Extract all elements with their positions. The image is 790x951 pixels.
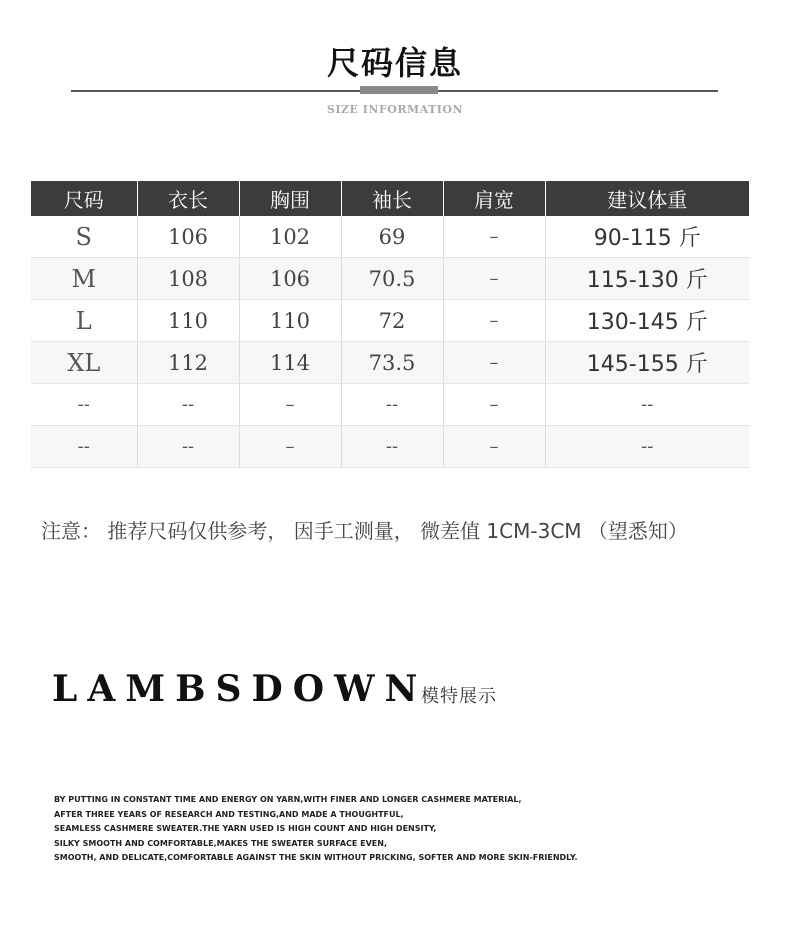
sleeve-cell: 73.5 bbox=[341, 342, 443, 384]
column-header-weight: 建议体重 bbox=[545, 181, 749, 216]
table-row bbox=[31, 216, 749, 258]
sleeve-cell: -- bbox=[341, 426, 443, 468]
size-cell: -- bbox=[31, 384, 137, 426]
length-cell: -- bbox=[137, 426, 239, 468]
size-cell: M bbox=[31, 258, 137, 300]
column-header-sleeve: 袖长 bbox=[341, 181, 443, 216]
length-cell: -- bbox=[137, 384, 239, 426]
length-cell: 106 bbox=[137, 216, 239, 258]
table-row bbox=[31, 342, 749, 384]
brand-section-label: 模特展示 bbox=[421, 686, 497, 707]
column-header-shoulder: 肩宽 bbox=[443, 181, 545, 216]
description-line: AFTER THREE YEARS OF RESEARCH AND TESTING,AND MADE A THOUGHTFUL, bbox=[54, 809, 404, 819]
weight-cell: 145-155 斤 bbox=[545, 342, 749, 384]
sleeve-cell: 72 bbox=[341, 300, 443, 342]
size-cell: XL bbox=[31, 342, 137, 384]
weight-cell: -- bbox=[545, 384, 749, 426]
description-line: SEAMLESS CASHMERE SWEATER.THE YARN USED IS HIGH COUNT AND HIGH DENSITY, bbox=[54, 824, 437, 833]
shoulder-cell: – bbox=[443, 216, 545, 258]
chest-cell: 110 bbox=[239, 300, 341, 342]
description-line: SILKY SMOOTH AND COMFORTABLE,MAKES THE SWEATER SURFACE EVEN, bbox=[54, 838, 387, 848]
sleeve-cell: -- bbox=[341, 384, 443, 426]
size-cell: L bbox=[31, 300, 137, 342]
weight-cell: 115-130 斤 bbox=[545, 258, 749, 300]
table-row bbox=[31, 426, 749, 468]
size-cell: S bbox=[31, 216, 137, 258]
description-line: SMOOTH, AND DELICATE,COMFORTABLE AGAINST THE SKIN WITHOUT PRICKING, SOFTER AND MORE SKIN-FRIENDLY. bbox=[54, 853, 578, 862]
title-accent-bar bbox=[360, 86, 438, 94]
length-cell: 110 bbox=[137, 300, 239, 342]
weight-cell: 90-115 斤 bbox=[545, 216, 749, 258]
sleeve-cell: 70.5 bbox=[341, 258, 443, 300]
column-header-size: 尺码 bbox=[31, 181, 137, 216]
column-header-length: 衣长 bbox=[137, 181, 239, 216]
shoulder-cell: – bbox=[443, 342, 545, 384]
sleeve-cell: 69 bbox=[341, 216, 443, 258]
table-row bbox=[31, 384, 749, 426]
page-title: 尺码信息 bbox=[326, 44, 463, 82]
page-subtitle: SIZE INFORMATION bbox=[326, 103, 464, 116]
chest-cell: 106 bbox=[239, 258, 341, 300]
table-row bbox=[31, 300, 749, 342]
brand-description bbox=[54, 793, 754, 866]
weight-cell: -- bbox=[545, 426, 749, 468]
length-cell: 112 bbox=[137, 342, 239, 384]
column-header-chest: 胸围 bbox=[239, 181, 341, 216]
measurement-note: 注意： 推荐尺码仅供参考， 因手工测量， 微差值 1CM-3CM （望悉知） bbox=[41, 519, 688, 543]
chest-cell: 102 bbox=[239, 216, 341, 258]
size-table bbox=[31, 181, 749, 468]
shoulder-cell: – bbox=[443, 384, 545, 426]
shoulder-cell: – bbox=[443, 426, 545, 468]
chest-cell: 114 bbox=[239, 342, 341, 384]
chest-cell: – bbox=[239, 384, 341, 426]
size-cell: -- bbox=[31, 426, 137, 468]
shoulder-cell: – bbox=[443, 258, 545, 300]
chest-cell: – bbox=[239, 426, 341, 468]
brand-name: LAMBSDOWN bbox=[52, 668, 428, 710]
table-row bbox=[31, 258, 749, 300]
shoulder-cell: – bbox=[443, 300, 545, 342]
description-line: BY PUTTING IN CONSTANT TIME AND ENERGY ON YARN,WITH FINER AND LONGER CASHMERE MATERIAL, bbox=[54, 795, 522, 804]
weight-cell: 130-145 斤 bbox=[545, 300, 749, 342]
size-table-header bbox=[31, 181, 749, 216]
length-cell: 108 bbox=[137, 258, 239, 300]
